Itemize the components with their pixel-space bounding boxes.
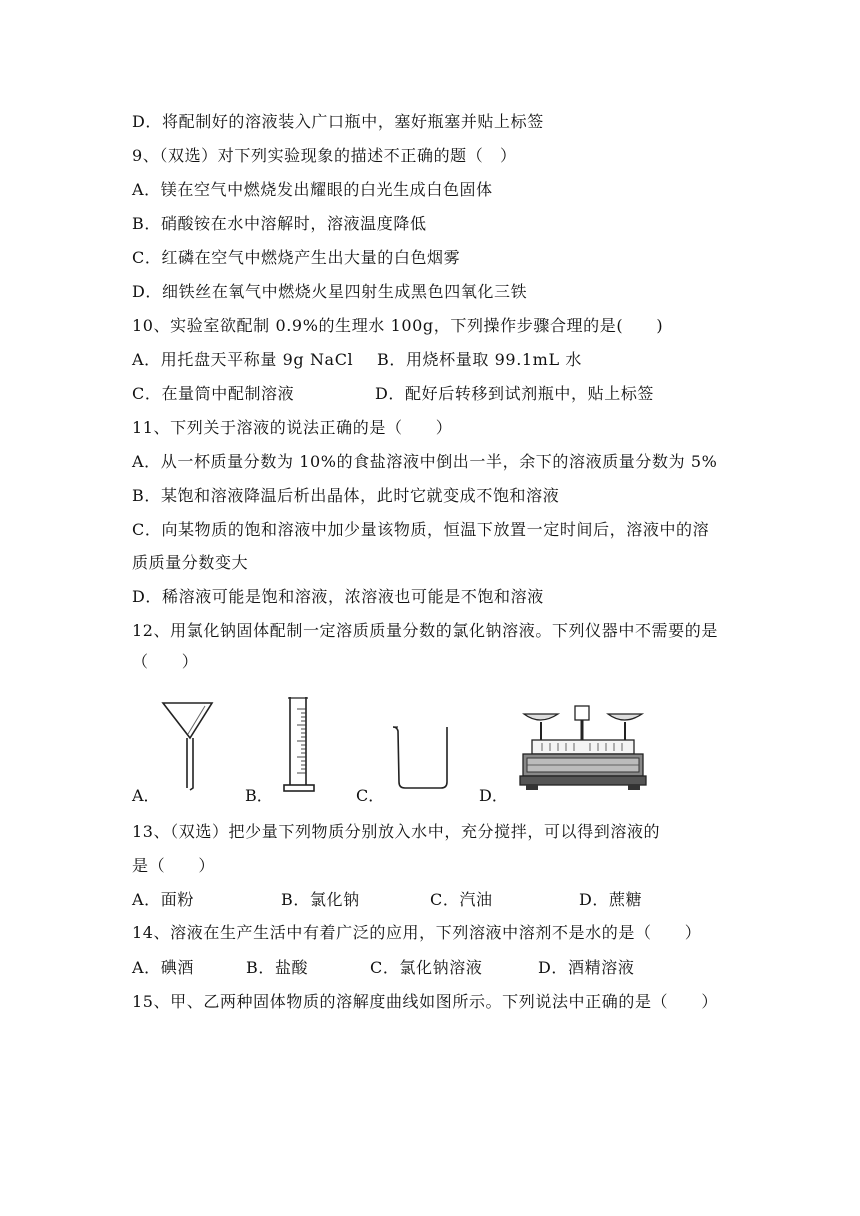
q14-option-d: D．酒精溶液 — [538, 958, 635, 977]
q12-label-d: D． — [479, 786, 508, 805]
q11-option-a: A．从一杯质量分数为 10%的食盐溶液中倒出一半，余下的溶液质量分数为 5% — [132, 452, 718, 471]
q13-stem: 13、（双选）把少量下列物质分别放入水中，充分搅拌，可以得到溶液的 — [132, 822, 661, 841]
q13-option-c: C．汽油 — [430, 890, 493, 909]
q8-option-d: D．将配制好的溶液装入广口瓶中，塞好瓶塞并贴上标签 — [132, 112, 544, 131]
q13-stem-cont: 是（ ） — [132, 856, 216, 875]
q14-option-b: B．盐酸 — [246, 958, 309, 977]
q9-stem: 9、（双选）对下列实验现象的描述不正确的题（ ） — [132, 146, 517, 165]
q11-option-c-cont: 质质量分数变大 — [132, 553, 249, 572]
q9-option-d: D．细铁丝在氧气中燃烧火星四射生成黑色四氧化三铁 — [132, 282, 528, 301]
q11-stem: 11、下列关于溶液的说法正确的是（ ） — [132, 418, 453, 437]
q9-option-b: B．硝酸铵在水中溶解时，溶液温度降低 — [132, 214, 427, 233]
q11-option-b: B．某饱和溶液降温后析出晶体，此时它就变成不饱和溶液 — [132, 486, 560, 505]
q10-stem: 10、实验室欲配制 0.9%的生理水 100g，下列操作步骤合理的是( ) — [132, 316, 664, 335]
q10-option-b: B．用烧杯量取 99.1mL 水 — [377, 350, 582, 369]
q11-option-d: D．稀溶液可能是饱和溶液，浓溶液也可能是不饱和溶液 — [132, 587, 544, 606]
q10-option-c: C．在量筒中配制溶液 — [132, 384, 295, 403]
q12-label-c: C． — [356, 786, 385, 805]
q11-option-c: C．向某物质的饱和溶液中加少量该物质，恒温下放置一定时间后，溶液中的溶 — [132, 520, 710, 539]
q12-label-b: B． — [245, 786, 273, 805]
beaker-figure — [391, 724, 457, 792]
q10-option-a: A．用托盘天平称量 9g NaCl — [132, 350, 354, 369]
q13-option-d: D．蔗糖 — [579, 890, 643, 909]
q14-option-c: C．氯化钠溶液 — [370, 958, 483, 977]
q13-option-b: B．氯化钠 — [281, 890, 360, 909]
q12-stem: 12、用氯化钠固体配制一定溶质质量分数的氯化钠溶液。下列仪器中不需要的是 — [132, 621, 718, 640]
q13-option-a: A．面粉 — [132, 890, 194, 909]
q9-option-a: A．镁在空气中燃烧发出耀眼的白光生成白色固体 — [132, 180, 493, 199]
q14-stem: 14、溶液在生产生活中有着广泛的应用，下列溶液中溶剂不是水的是（ ） — [132, 923, 702, 942]
graduated-cylinder-figure — [283, 695, 317, 795]
q15-stem: 15、甲、乙两种固体物质的溶解度曲线如图所示。下列说法中正确的是（ ） — [132, 992, 718, 1011]
q10-option-d: D．配好后转移到试剂瓶中，贴上标签 — [375, 384, 655, 403]
q9-option-c: C．红磷在空气中燃烧产生出大量的白色烟雾 — [132, 248, 461, 267]
funnel-figure — [160, 700, 220, 792]
balance-figure — [520, 704, 648, 792]
q14-option-a: A．碘酒 — [132, 958, 194, 977]
q12-stem-cont: （ ） — [132, 652, 199, 671]
q12-label-a: A． — [132, 786, 160, 805]
